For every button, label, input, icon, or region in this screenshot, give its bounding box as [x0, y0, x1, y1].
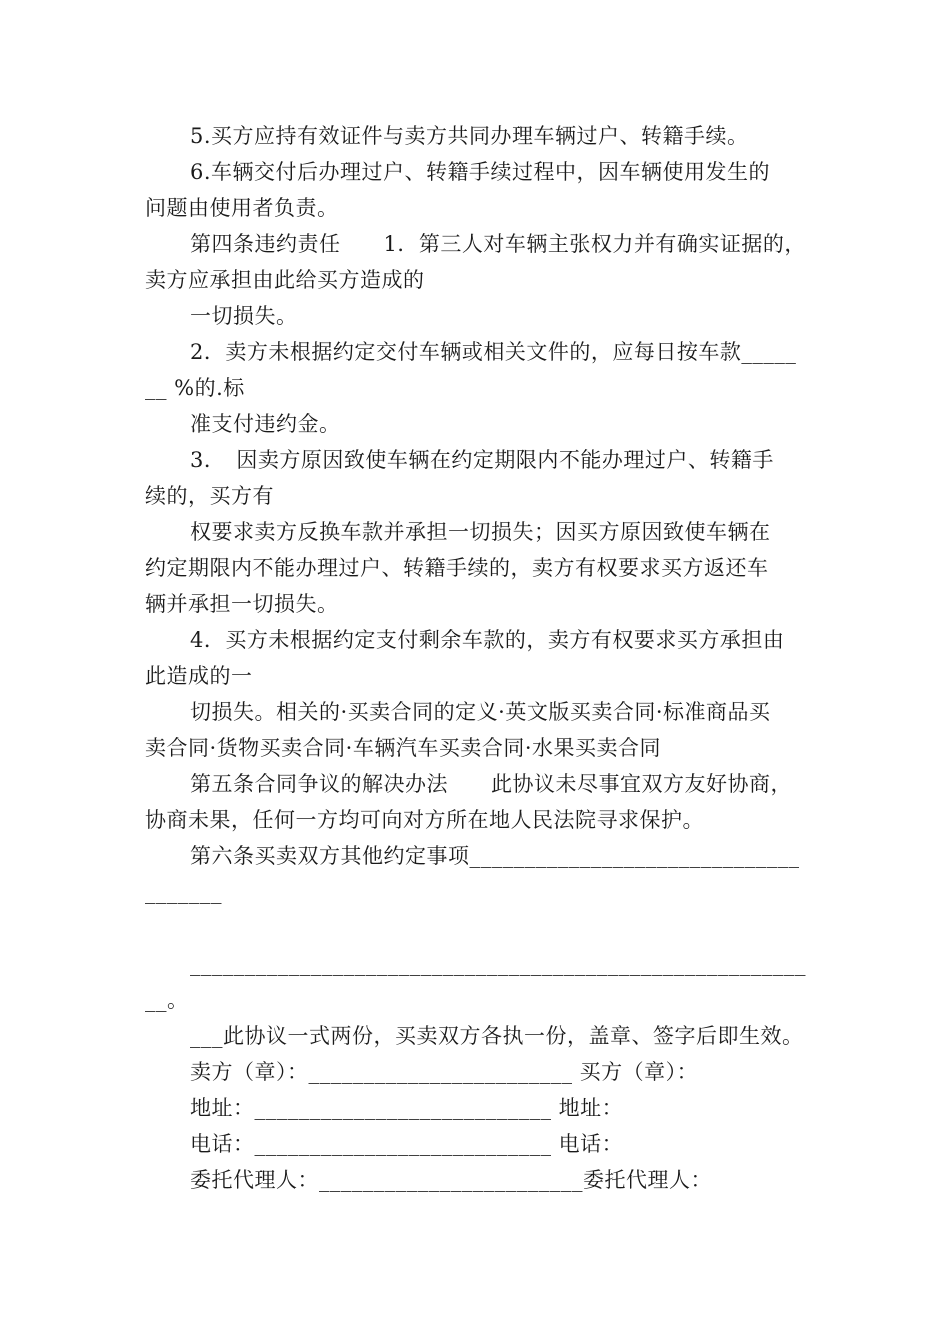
blank-spacer-line	[145, 910, 810, 946]
article-4-item-3-line-2: 续的，买方有	[145, 484, 274, 508]
article-4-item-3-line-4: 约定期限内不能办理过户、转籍手续的，卖方有权要求买方返还车	[145, 556, 769, 580]
article-6-blank-line: ________________________________________________________	[190, 952, 806, 976]
article-6-line-2: _______	[145, 880, 222, 904]
article-6-line-1: 第六条买卖双方其他约定事项______________________________	[190, 844, 800, 868]
article-4-item-3-line-1: 3． 因卖方原因致使车辆在约定期限内不能办理过户、转籍手	[190, 448, 774, 472]
article-4-item-4-line-2: 此造成的一	[145, 664, 253, 688]
effectiveness-clause-line: ___此协议一式两份，买卖双方各执一份，盖章、签字后即生效。	[190, 1024, 804, 1048]
article-4-item-3-line-5: 辆并承担一切损失。	[145, 592, 339, 616]
article-4-item-1-line-2: 卖方应承担由此给买方造成的	[145, 268, 425, 292]
article-4-item-4-line-3: 切损失。相关的·买卖合同的定义·英文版买卖合同·标准商品买	[190, 700, 771, 724]
article-4-item-4-line-1: 4．买方未根据约定支付剩余车款的，卖方有权要求买方承担由	[190, 628, 785, 652]
clause-6-line-2: 问题由使用者负责。	[145, 196, 339, 220]
signature-seller-buyer-line: 卖方（章）：________________________ 买方（章）：	[190, 1060, 699, 1084]
signature-phone-line: 电话：___________________________ 电话：	[190, 1132, 624, 1156]
article-4-heading-line: 第四条违约责任 1．第三人对车辆主张权力并有确实证据的，	[190, 232, 806, 256]
article-4-item-4-line-4: 卖合同·货物买卖合同·车辆汽车买卖合同·水果买卖合同	[145, 736, 662, 760]
article-4-item-3-line-3: 权要求卖方反换车款并承担一切损失；因买方原因致使车辆在	[190, 520, 771, 544]
article-5-line-2: 协商未果，任何一方均可向对方所在地人民法院寻求保护。	[145, 808, 704, 832]
article-6-blank-line-end: __。	[145, 988, 189, 1012]
article-4-item-2-line-1: 2．卖方未根据约定交付车辆或相关文件的，应每日按车款_____	[190, 340, 797, 364]
document-page	[145, 118, 810, 1198]
article-5-line-1: 第五条合同争议的解决办法 此协议未尽事宜双方友好协商，	[190, 772, 792, 796]
article-4-item-2-line-3: 准支付违约金。	[190, 412, 341, 436]
article-4-item-2-line-2: __ %的.标	[145, 376, 245, 400]
signature-agent-line: 委托代理人：________________________委托代理人：	[190, 1168, 712, 1192]
article-4-item-1-line-3: 一切损失。	[190, 304, 298, 328]
clause-6-line-1: 6.车辆交付后办理过户、转籍手续过程中，因车辆使用发生的	[190, 160, 771, 184]
clause-5-line: 5.买方应持有效证件与卖方共同办理车辆过户、转籍手续。	[190, 124, 749, 148]
signature-address-line: 地址：___________________________ 地址：	[190, 1096, 624, 1120]
